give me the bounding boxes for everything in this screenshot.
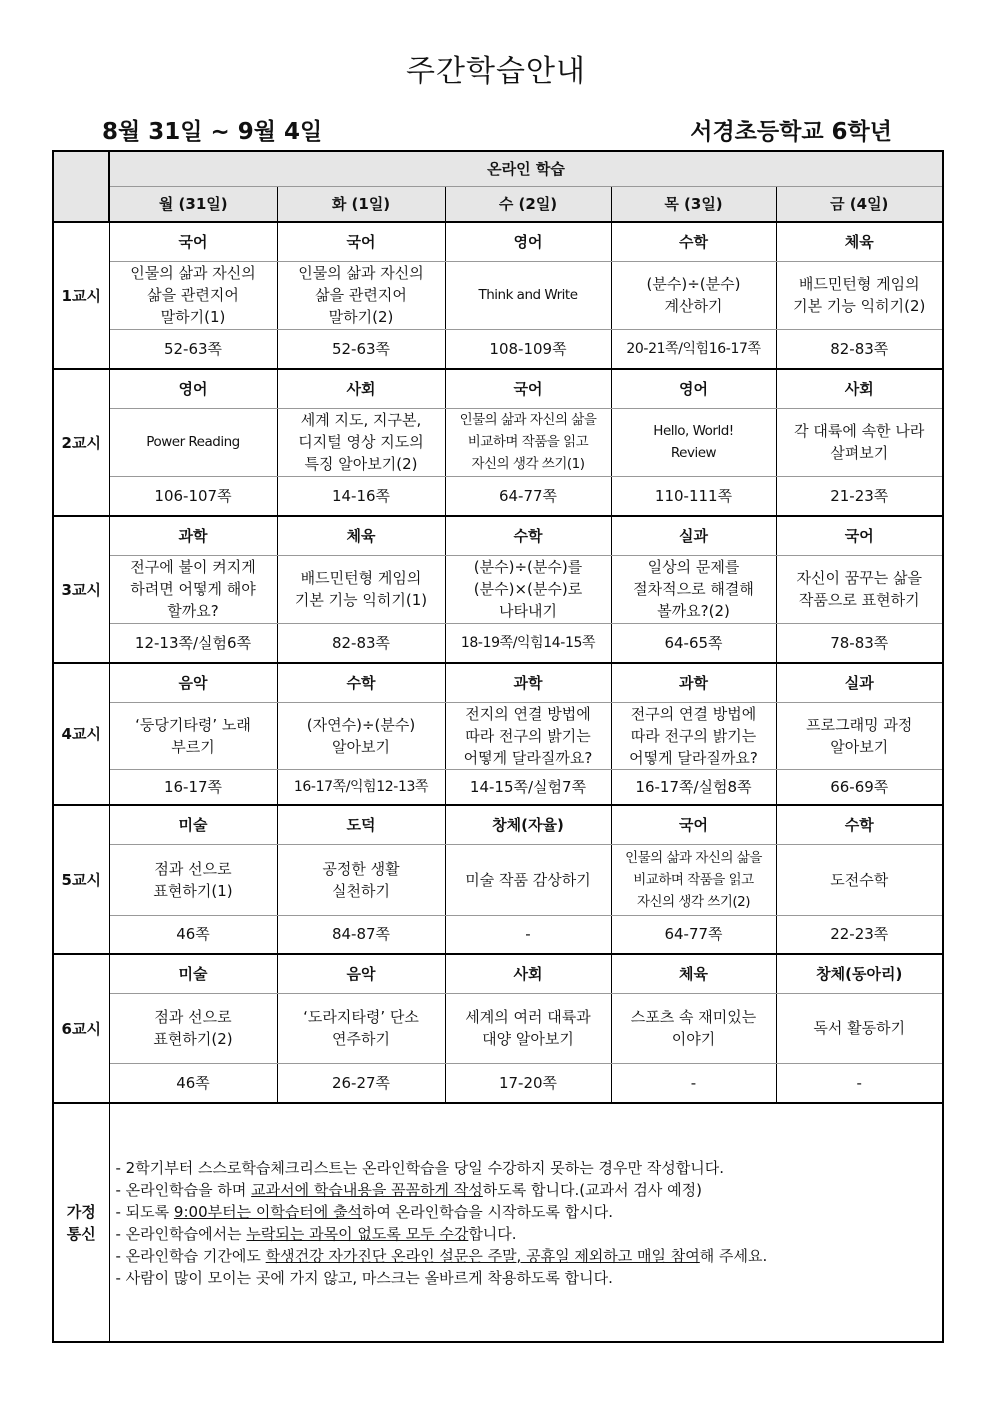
underlined-text: 교과서에 학습내용을 꼼꼼하게 작성 bbox=[251, 1180, 483, 1199]
page-range-cell: 46쪽 bbox=[109, 1063, 277, 1103]
note-text: - 2학기부터 스스로학습체크리스트는 온라인학습을 당일 수강하지 못하는 경우만 작성합니다. bbox=[115, 1158, 724, 1177]
home-label-line: 가정 bbox=[66, 1202, 96, 1221]
page-range-cell: 26-27쪽 bbox=[277, 1063, 445, 1103]
page-range-cell: 110-111쪽 bbox=[611, 476, 776, 516]
page-row bbox=[53, 915, 943, 954]
page-range-cell: 82-83쪽 bbox=[776, 329, 943, 369]
topic-cell: 세계 지도, 지구본, 디지털 영상 지도의 특징 알아보기(2) bbox=[277, 408, 445, 476]
subject-cell: 국어 bbox=[611, 805, 776, 844]
topic-cell: ‘도라지타령’ 단소 연주하기 bbox=[277, 993, 445, 1063]
note-text: - 온라인학습에서는 bbox=[115, 1224, 247, 1243]
subject-cell: 실과 bbox=[611, 516, 776, 555]
topic-cell: 배드민턴형 게임의 기본 기능 익히기(2) bbox=[776, 261, 943, 329]
page-row bbox=[53, 623, 943, 663]
topic-cell: 배드민턴형 게임의 기본 기능 익히기(1) bbox=[277, 555, 445, 623]
day-header: 수 (2일) bbox=[445, 186, 611, 222]
page-range-cell: 18-19쪽/익힘14-15쪽 bbox=[445, 623, 611, 663]
subject-row bbox=[53, 954, 943, 993]
online-learning-header: 온라인 학습 bbox=[109, 151, 943, 186]
subject-row bbox=[53, 222, 943, 261]
page-range-cell: 82-83쪽 bbox=[277, 623, 445, 663]
topic-row bbox=[53, 261, 943, 329]
page-range-cell: 16-17쪽/익힘12-13쪽 bbox=[277, 769, 445, 805]
page-range-cell: - bbox=[611, 1063, 776, 1103]
page-range-cell: 52-63쪽 bbox=[277, 329, 445, 369]
home-note bbox=[116, 1223, 935, 1245]
subject-cell: 과학 bbox=[445, 663, 611, 702]
topic-cell: 전지의 연결 방법에 따라 전구의 밝기는 어떻게 달라질까요? bbox=[445, 702, 611, 769]
page-row bbox=[53, 1063, 943, 1103]
page-row bbox=[53, 476, 943, 516]
subject-cell: 미술 bbox=[109, 805, 277, 844]
home-note bbox=[116, 1245, 935, 1267]
topic-cell: 스포츠 속 재미있는 이야기 bbox=[611, 993, 776, 1063]
subject-cell: 수학 bbox=[611, 222, 776, 261]
home-label-line: 통신 bbox=[66, 1224, 96, 1243]
period-label: 2교시 bbox=[53, 369, 109, 516]
page-row bbox=[53, 769, 943, 805]
page-range-cell: 14-15쪽/실험7쪽 bbox=[445, 769, 611, 805]
page-range-cell: 64-77쪽 bbox=[445, 476, 611, 516]
topic-cell: 도전수학 bbox=[776, 844, 943, 915]
note-text: - 온라인학습 기간에도 bbox=[115, 1246, 266, 1265]
home-notes-row bbox=[53, 1103, 943, 1342]
home-note bbox=[116, 1179, 935, 1201]
subject-cell: 국어 bbox=[776, 516, 943, 555]
subject-cell: 수학 bbox=[776, 805, 943, 844]
home-note bbox=[116, 1201, 935, 1223]
page-range-cell: 46쪽 bbox=[109, 915, 277, 954]
topic-row bbox=[53, 993, 943, 1063]
home-note bbox=[116, 1267, 935, 1289]
page-range-cell: 84-87쪽 bbox=[277, 915, 445, 954]
school-name: 서경초등학교 6학년 bbox=[690, 119, 892, 145]
topic-cell: 점과 선으로 표현하기(1) bbox=[109, 844, 277, 915]
subject-cell: 음악 bbox=[277, 954, 445, 993]
page-range-cell: - bbox=[776, 1063, 943, 1103]
day-header: 목 (3일) bbox=[611, 186, 776, 222]
period-label: 3교시 bbox=[53, 516, 109, 663]
day-header-row bbox=[53, 186, 943, 222]
underlined-text: 9:00부터는 이학습터에 출석 bbox=[173, 1202, 363, 1221]
subject-cell: 미술 bbox=[109, 954, 277, 993]
subject-cell: 국어 bbox=[109, 222, 277, 261]
day-header: 금 (4일) bbox=[776, 186, 943, 222]
subject-cell: 국어 bbox=[277, 222, 445, 261]
topic-cell: Hello, World! Review bbox=[611, 408, 776, 476]
topic-cell: 일상의 문제를 절차적으로 해결해 볼까요?(2) bbox=[611, 555, 776, 623]
subject-cell: 수학 bbox=[277, 663, 445, 702]
subject-cell: 과학 bbox=[109, 516, 277, 555]
topic-cell: 자신이 꿈꾸는 삶을 작품으로 표현하기 bbox=[776, 555, 943, 623]
underlined-text: 누락되는 과목이 없도록 모두 수강 bbox=[246, 1224, 469, 1243]
page-range-cell: 20-21쪽/익힘16-17쪽 bbox=[611, 329, 776, 369]
subject-cell: 창체(자율) bbox=[445, 805, 611, 844]
topic-cell: Think and Write bbox=[445, 261, 611, 329]
subject-cell: 체육 bbox=[776, 222, 943, 261]
note-text: - 온라인학습을 하며 bbox=[115, 1180, 252, 1199]
page-range-cell: 52-63쪽 bbox=[109, 329, 277, 369]
day-header: 화 (1일) bbox=[277, 186, 445, 222]
topic-cell: 전구의 연결 방법에 따라 전구의 밝기는 어떻게 달라질까요? bbox=[611, 702, 776, 769]
topic-row bbox=[53, 555, 943, 623]
weekly-schedule-table bbox=[52, 150, 944, 1343]
subject-cell: 영어 bbox=[611, 369, 776, 408]
topic-cell: Power Reading bbox=[109, 408, 277, 476]
subject-cell: 수학 bbox=[445, 516, 611, 555]
topic-cell: 점과 선으로 표현하기(2) bbox=[109, 993, 277, 1063]
topic-cell: 미술 작품 감상하기 bbox=[445, 844, 611, 915]
page-range-cell: 21-23쪽 bbox=[776, 476, 943, 516]
subject-cell: 영어 bbox=[109, 369, 277, 408]
period-label: 4교시 bbox=[53, 663, 109, 805]
page-range-cell: 12-13쪽/실험6쪽 bbox=[109, 623, 277, 663]
topic-cell: 프로그래밍 과정 알아보기 bbox=[776, 702, 943, 769]
day-header: 월 (31일) bbox=[109, 186, 277, 222]
note-text: - 되도록 bbox=[115, 1202, 174, 1221]
subject-row bbox=[53, 516, 943, 555]
header-corner bbox=[53, 151, 109, 222]
topic-cell: 각 대륙에 속한 나라 살펴보기 bbox=[776, 408, 943, 476]
page-range-cell: 64-65쪽 bbox=[611, 623, 776, 663]
home-notes bbox=[109, 1103, 943, 1342]
topic-row bbox=[53, 702, 943, 769]
page-range-cell: 106-107쪽 bbox=[109, 476, 277, 516]
underlined-text: 학생건강 자가진단 온라인 설문은 주말, 공휴일 제외하고 매일 참여 bbox=[265, 1246, 700, 1265]
page-row bbox=[53, 329, 943, 369]
subject-cell: 실과 bbox=[776, 663, 943, 702]
subject-cell: 사회 bbox=[445, 954, 611, 993]
note-text: 합니다. bbox=[468, 1224, 517, 1243]
page-range-cell: - bbox=[445, 915, 611, 954]
home-note bbox=[116, 1157, 935, 1179]
subject-cell: 사회 bbox=[776, 369, 943, 408]
page-range-cell: 108-109쪽 bbox=[445, 329, 611, 369]
date-range: 8월 31일 ~ 9월 4일 bbox=[102, 119, 323, 145]
subject-cell: 영어 bbox=[445, 222, 611, 261]
page-range-cell: 17-20쪽 bbox=[445, 1063, 611, 1103]
page-range-cell: 14-16쪽 bbox=[277, 476, 445, 516]
period-label: 5교시 bbox=[53, 805, 109, 954]
subject-cell: 체육 bbox=[277, 516, 445, 555]
topic-cell: 인물의 삶과 자신의 삶을 관련지어 말하기(2) bbox=[277, 261, 445, 329]
note-text: 해 주세요. bbox=[699, 1246, 768, 1265]
subject-cell: 음악 bbox=[109, 663, 277, 702]
subject-cell: 국어 bbox=[445, 369, 611, 408]
topic-cell: ‘둥당기타령’ 노래 부르기 bbox=[109, 702, 277, 769]
topic-cell: 인물의 삶과 자신의 삶을 비교하며 작품을 읽고 자신의 생각 쓰기(2) bbox=[611, 844, 776, 915]
page-range-cell: 16-17쪽 bbox=[109, 769, 277, 805]
page-range-cell: 16-17쪽/실험8쪽 bbox=[611, 769, 776, 805]
topic-cell: 인물의 삶과 자신의 삶을 관련지어 말하기(1) bbox=[109, 261, 277, 329]
home-notes-label bbox=[53, 1103, 109, 1342]
subject-row bbox=[53, 805, 943, 844]
subject-cell: 도덕 bbox=[277, 805, 445, 844]
period-label: 6교시 bbox=[53, 954, 109, 1103]
page-range-cell: 66-69쪽 bbox=[776, 769, 943, 805]
topic-cell: 공정한 생활 실천하기 bbox=[277, 844, 445, 915]
period-label: 1교시 bbox=[53, 222, 109, 369]
note-text: 하도록 합니다.(교과서 검사 예정) bbox=[482, 1180, 702, 1199]
subject-cell: 사회 bbox=[277, 369, 445, 408]
topic-cell: (분수)÷(분수) 계산하기 bbox=[611, 261, 776, 329]
subject-row bbox=[53, 369, 943, 408]
topic-row bbox=[53, 844, 943, 915]
page-range-cell: 78-83쪽 bbox=[776, 623, 943, 663]
topic-cell: 인물의 삶과 자신의 삶을 비교하며 작품을 읽고 자신의 생각 쓰기(1) bbox=[445, 408, 611, 476]
topic-cell: 독서 활동하기 bbox=[776, 993, 943, 1063]
topic-cell: (분수)÷(분수)를 (분수)×(분수)로 나타내기 bbox=[445, 555, 611, 623]
topic-row bbox=[53, 408, 943, 476]
subject-cell: 창체(동아리) bbox=[776, 954, 943, 993]
page-title: 주간학습안내 bbox=[406, 54, 586, 89]
page-range-cell: 64-77쪽 bbox=[611, 915, 776, 954]
note-text: - 사람이 많이 모이는 곳에 가지 않고, 마스크는 올바르게 착용하도록 합니다. bbox=[115, 1268, 613, 1287]
note-text: 하여 온라인학습을 시작하도록 합시다. bbox=[362, 1202, 613, 1221]
subject-cell: 과학 bbox=[611, 663, 776, 702]
topic-cell: 전구에 불이 켜지게 하려면 어떻게 해야 할까요? bbox=[109, 555, 277, 623]
page-range-cell: 22-23쪽 bbox=[776, 915, 943, 954]
topic-cell: 세계의 여러 대륙과 대양 알아보기 bbox=[445, 993, 611, 1063]
topic-cell: (자연수)÷(분수) 알아보기 bbox=[277, 702, 445, 769]
subject-cell: 체육 bbox=[611, 954, 776, 993]
subject-row bbox=[53, 663, 943, 702]
